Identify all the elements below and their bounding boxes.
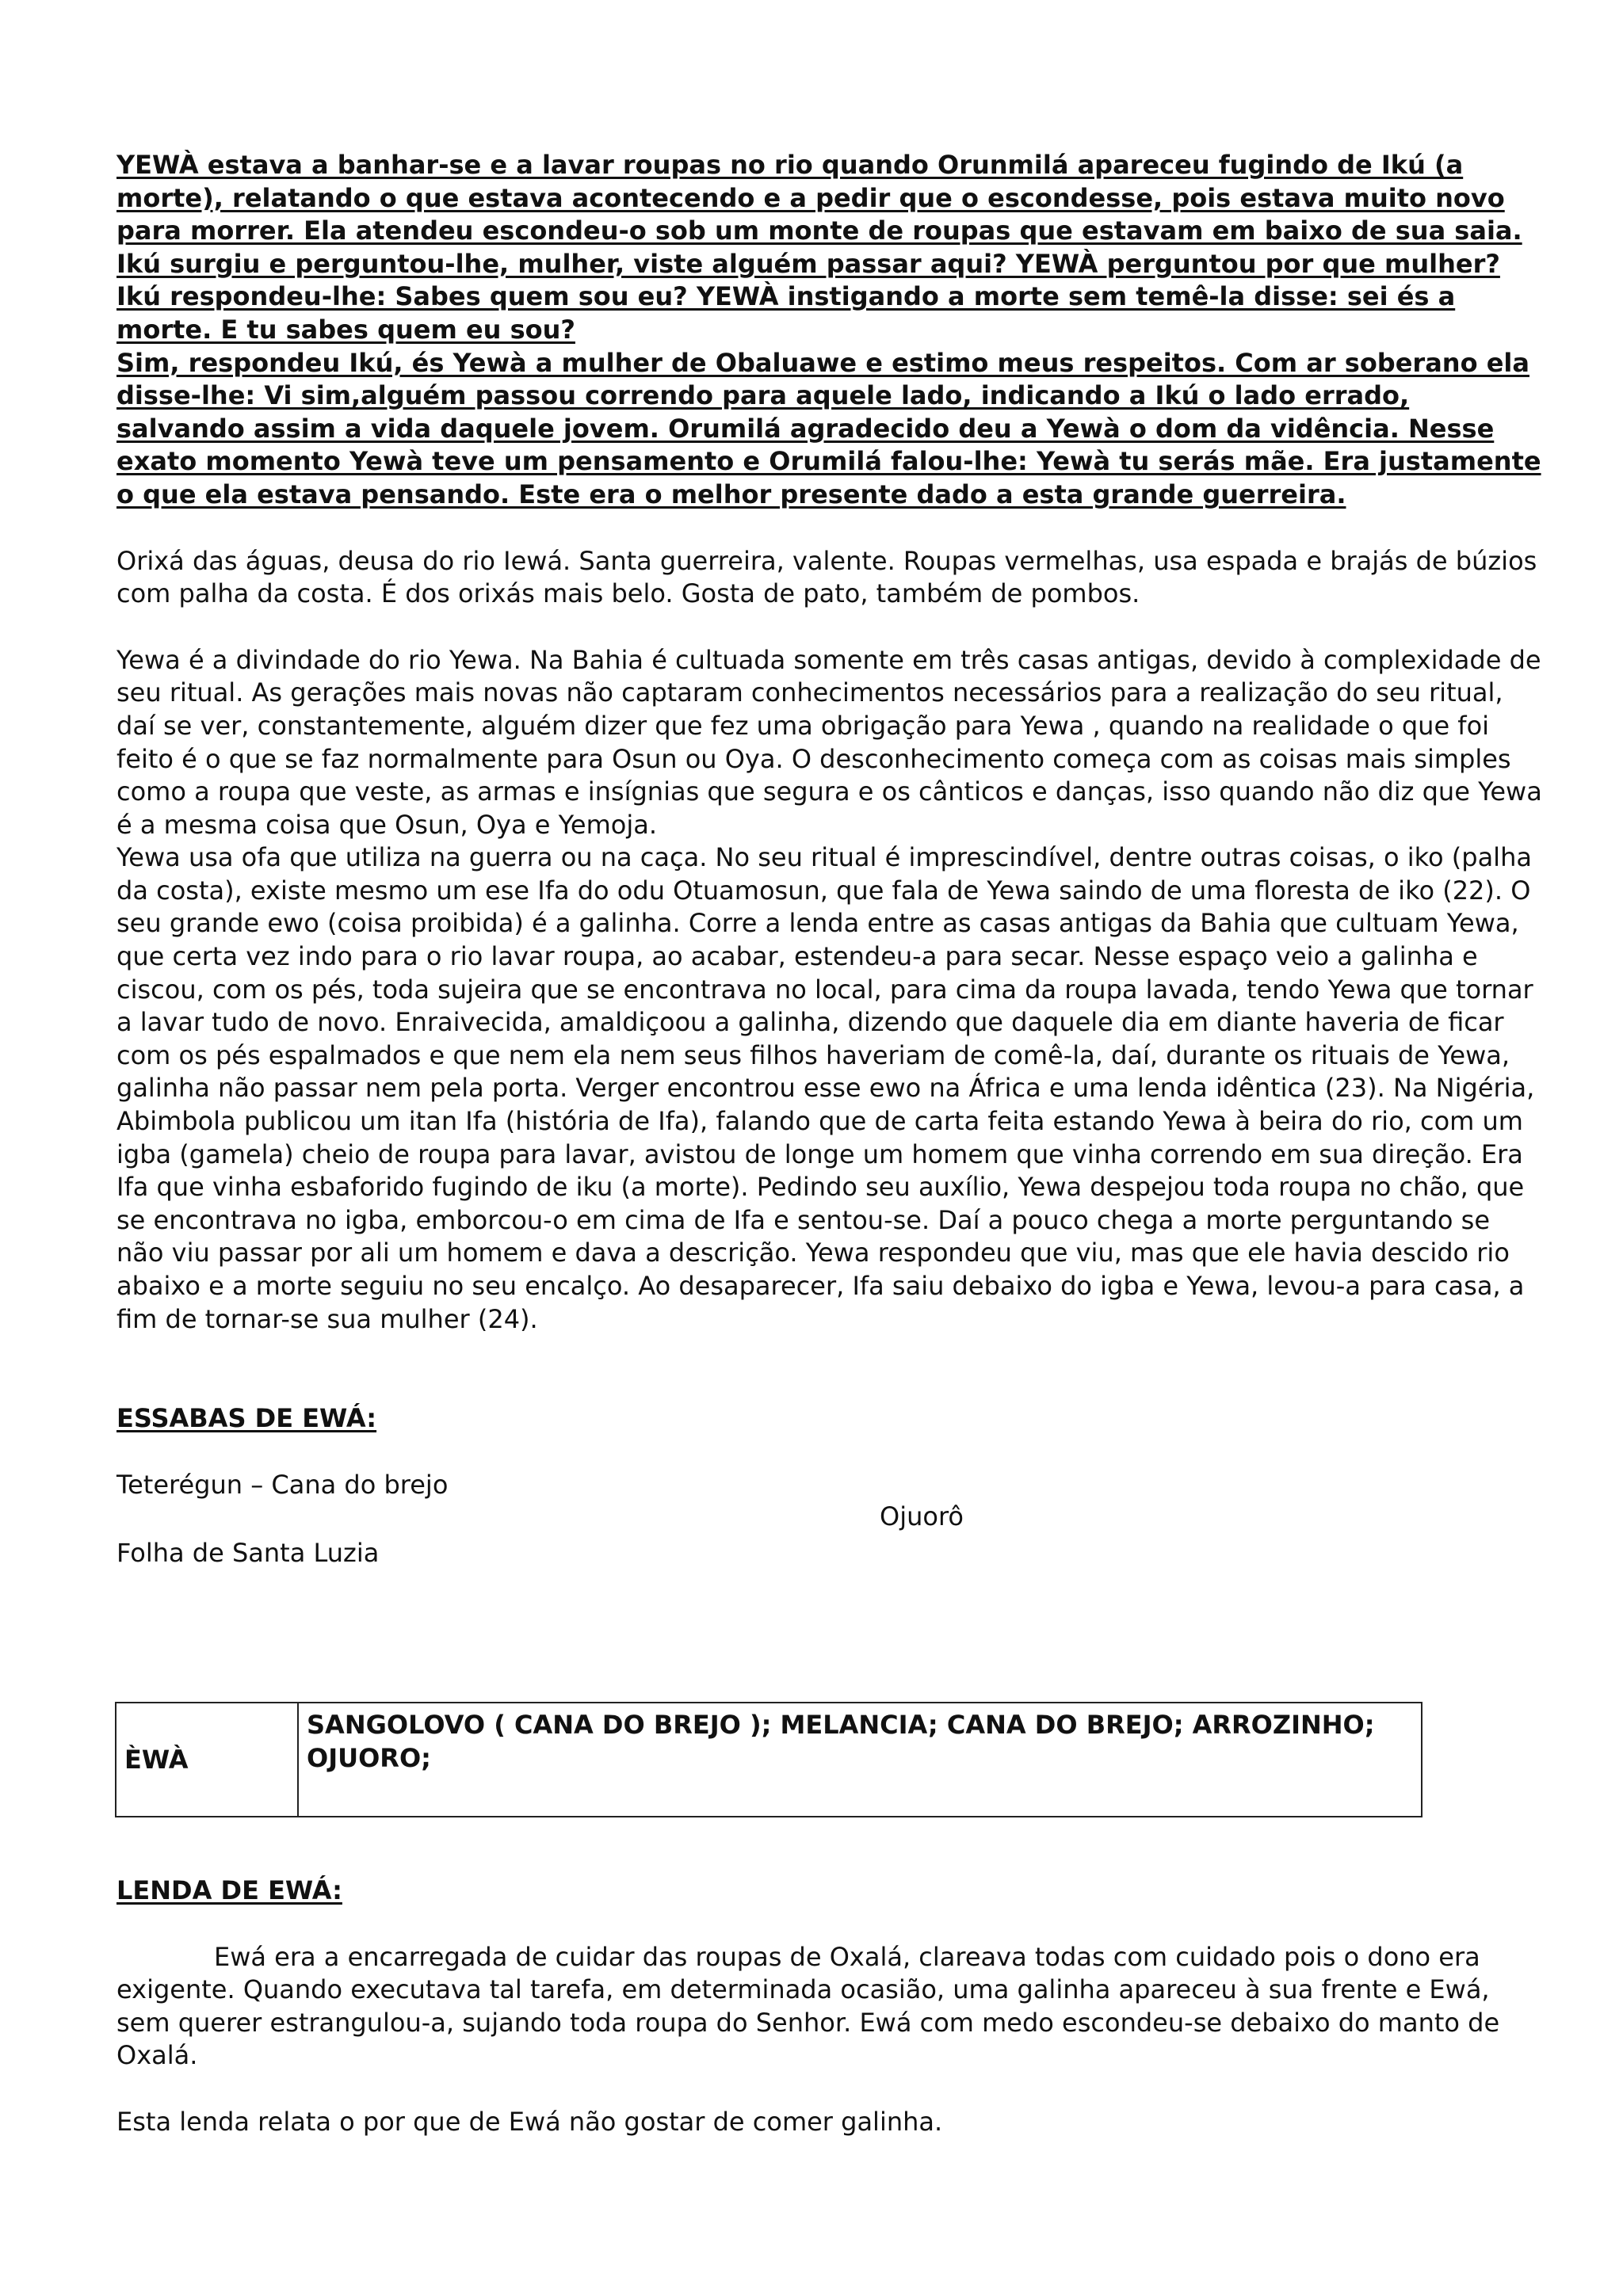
orixa-name-cell: ÈWÀ (116, 1703, 298, 1817)
yewa-paragraph-1: Yewa é a divindade do rio Yewa. Na Bahia é cultuada somente em três casas antigas, devido à complexidade de seu ritual. As gerações mais novas não captaram conhecimentos necessários para a realização do seu ritual, daí se ver, constantemente, alguém dizer que fez uma obrigação para Yewa , quando na realidade o que foi feito é o que se faz normalmente para Osun ou Oya. O desconhecimento começa com as coisas mais simples como a roupa que veste, as armas e insígnias que segura e os cânticos e danças, isso quando não diz que Yewa é a mesma coisa que Osun, Oya e Yemoja. (116, 644, 1542, 840)
document-page (116, 149, 1543, 1627)
lenda-section (116, 1875, 1511, 2139)
intro-paragraph-3: Sim, respondeu Ikú, és Yewà a mulher de Obaluawe e estimo meus respeitos. Com ar soberano ela disse-lhe: Vi sim,alguém passou correndo para aquele lado, indicando a Ikú o lado errado, salvando assim a vida daquele jovem. Orumilá agradecido deu a Yewà o dom da vidência. Nesse exato momento Yewà teve um pensamento e Orumilá falou-lhe: Yewà tu serás mãe. Era justamente o que ela estava pensando. Este era o melhor presente dado a esta grande guerreira. (116, 347, 1541, 509)
essabas-heading: ESSABAS DE EWÁ: (116, 1403, 377, 1434)
lenda-paragraph-1: Ewá era a encarregada de cuidar das roupas de Oxalá, clareava todas com cuidado pois o dono era exigente. Quando executava tal tarefa, em determinada ocasião, uma galinha apareceu à sua frente e Ewá, sem querer estrangulou-a, sujando toda roupa do Senhor. Ewá com medo escondeu-se debaixo do manto de Oxalá. (116, 1941, 1500, 2071)
yewa-paragraph-2: Yewa usa ofa que utiliza na guerra ou na caça. No seu ritual é imprescindível, dentre outras coisas, o iko (palha da costa), existe mesmo um ese Ifa do odu Otuamosun, que fala de Yewa saindo de uma floresta de iko (22). O seu grande ewo (coisa proibida) é a galinha. Corre a lenda entre as casas antigas da Bahia que cultuam Yewa, que certa vez indo para o rio lavar roupa, ao acabar, estendeu-a para secar. Nesse espaço veio a galinha e ciscou, com os pés, toda sujeira que se encontrava no local, para cima da roupa lavada, tendo Yewa que tornar a lavar tudo de novo. Enraivecida, amaldiçoou a galinha, dizendo que daquele dia em diante haveria de ficar com os pés espalmados e que nem ela nem seus filhos haveriam de comê-la, daí, durante os rituais de Yewa, galinha não passar nem pela porta. Verger encontrou esse ewo na África e uma lenda idêntica (23). Na Nigéria, Abimbola publicou um itan Ifa (história de Ifa), falando que de carta feita estando Yewa à beira do rio, com um igba (gamela) cheio de roupa para lavar, avistou de longe um homem que vinha correndo em sua direção. Era Ifa que vinha esbaforido fugindo de iku (a morte). Pedindo seu auxílio, Yewa despejou toda roupa no chão, que se encontrava no igba, emborcou-o em cima de Ifa e sentou-se. Daí a pouco chega a morte perguntando se não viu passar por ali um homem e dava a descrição. Yewa respondeu que viu, mas que ele havia descido rio abaixo e a morte seguiu no seu encalço. Ao desaparecer, Ifa saiu debaixo do igba e Yewa, levou-a para casa, a fim de tornar-se sua mulher (24). (116, 842, 1535, 1334)
lenda-heading: LENDA DE EWÁ: (116, 1875, 342, 1905)
lenda-paragraph-2: Esta lenda relata o por que de Ewá não gostar de comer galinha. (116, 2106, 943, 2137)
herbs-cell: SANGOLOVO ( CANA DO BREJO ); MELANCIA; CANA DO BREJO; ARROZINHO; OJUORO; (298, 1703, 1422, 1817)
intro-paragraph-2: Ikú respondeu-lhe: Sabes quem sou eu? YEWÀ instigando a morte sem temê-la disse: sei és a morte. E tu sabes quem eu sou? (116, 281, 1456, 345)
intro-paragraph-1: YEWÀ estava a banhar-se e a lavar roupas no rio quando Orunmilá apareceu fugindo de Ikú (a morte), relatando o que estava acontecendo e a pedir que o escondesse, pois estava muito novo para morrer. Ela atendeu escondeu-o sob um monte de roupas que estavam em baixo de sua saia. Ikú surgiu e perguntou-lhe, mulher, viste alguém passar aqui? YEWÀ perguntou por que mulher? (116, 150, 1522, 279)
orixa-description: Orixá das águas, deusa do rio Iewá. Santa guerreira, valente. Roupas vermelhas, usa espada e brajás de búzios com palha da costa. É dos orixás mais belo. Gosta de pato, também de pombos. (116, 545, 1537, 609)
table-row (116, 1703, 1422, 1817)
essabas-list (116, 1469, 1543, 1627)
essabas-item: Ojuorô (880, 1501, 964, 1531)
essabas-item: Folha de Santa Luzia (116, 1537, 380, 1568)
essabas-item: Teterégun – Cana do brejo (116, 1469, 449, 1500)
herbs-table (115, 1702, 1423, 1817)
